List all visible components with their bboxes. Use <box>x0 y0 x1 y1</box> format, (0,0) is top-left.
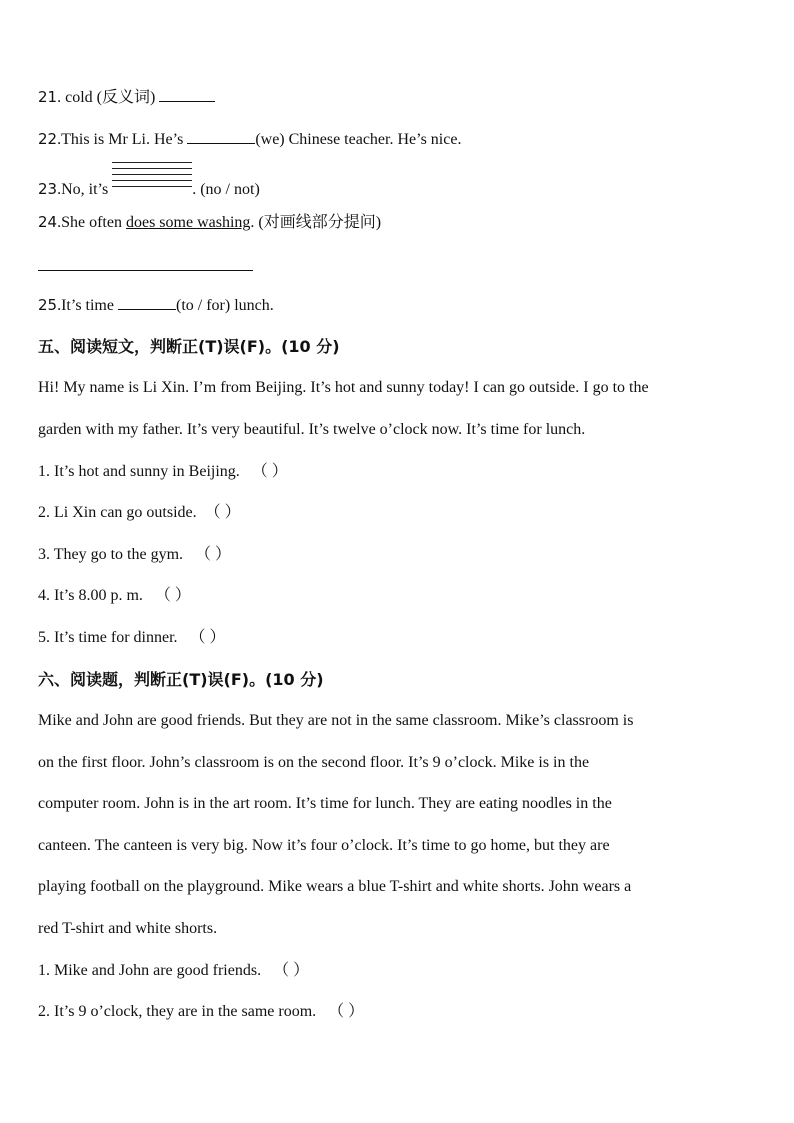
question-23 <box>38 174 260 201</box>
section-5-item-5 <box>38 627 226 649</box>
item-text: 3. They go to the gym. <box>38 546 184 563</box>
answer-parentheses[interactable]: （ ） <box>195 546 232 563</box>
question-text-before: .She often <box>57 214 126 231</box>
item-text: 2. Li Xin can go outside. <box>38 504 197 521</box>
question-25 <box>38 294 274 317</box>
item-text: 1. It’s hot and sunny in Beijing. <box>38 463 240 480</box>
section-6-passage-line: canteen. The canteen is very big. Now it’s four o’clock. It’s time to go home, but they are <box>38 837 610 854</box>
section-6-heading: 六、阅读题，判断正(T)误(F)。(10 分) <box>38 670 324 689</box>
section-6-passage-line: on the first floor. John’s classroom is on the second floor. It’s 9 o’clock. Mike is in the <box>38 754 590 771</box>
question-number: 23 <box>38 180 58 198</box>
item-text: 2. It’s 9 o’clock, they are in the same room. <box>38 1003 317 1020</box>
question-text-after: . (对画线部分提问) <box>250 214 382 231</box>
answer-parentheses[interactable]: （ ） <box>189 629 226 646</box>
question-text-after: (we) Chinese teacher. He’s nice. <box>255 131 462 148</box>
question-text-after: (to / for) lunch. <box>175 297 274 314</box>
section-6-item-1 <box>38 960 309 982</box>
section-6-passage-line: red T-shirt and white shorts. <box>38 920 218 937</box>
item-text: 4. It’s 8.00 p. m. <box>38 587 143 604</box>
question-text-before: .It’s time <box>57 297 118 314</box>
section-5-passage-line: Hi! My name is Li Xin. I’m from Beijing. It’s hot and sunny today! I can go outside. I go to the <box>38 379 649 396</box>
question-22 <box>38 128 461 151</box>
question-number: 22 <box>38 130 58 148</box>
answer-line[interactable] <box>38 270 253 271</box>
question-text-before: .This is Mr Li. He’s <box>57 131 188 148</box>
underlined-phrase: does some washing <box>125 214 251 231</box>
section-5-passage-line: garden with my father. It’s very beautiful. It’s twelve o’clock now. It’s time for lunch. <box>38 421 586 438</box>
question-text: . cold (反义词) <box>57 89 160 106</box>
section-6-passage-line: playing football on the playground. Mike wears a blue T-shirt and white shorts. John wears a <box>38 878 632 895</box>
answer-blank[interactable] <box>118 295 176 310</box>
section-6-passage-line: computer room. John is in the art room. It’s time for lunch. They are eating noodles in the <box>38 795 612 812</box>
answer-blank[interactable] <box>159 87 215 102</box>
question-text-after: . (no / not) <box>192 181 260 198</box>
answer-parentheses[interactable]: （ ） <box>251 463 288 480</box>
item-text: 5. It’s time for dinner. <box>38 629 178 646</box>
section-5-item-2 <box>38 502 241 524</box>
question-24 <box>38 211 381 234</box>
section-6-item-2 <box>38 1001 364 1023</box>
section-5-item-4 <box>38 585 191 607</box>
answer-parentheses[interactable]: （ ） <box>154 587 191 604</box>
section-6-passage-line: Mike and John are good friends. But they are not in the same classroom. Mike’s classroom is <box>38 712 634 729</box>
item-text: 1. Mike and John are good friends. <box>38 962 262 979</box>
answer-blank[interactable] <box>187 129 255 144</box>
answer-parentheses[interactable]: （ ） <box>204 504 241 521</box>
answer-parentheses[interactable]: （ ） <box>273 962 310 979</box>
answer-parentheses[interactable]: （ ） <box>328 1003 365 1020</box>
answer-lines[interactable] <box>112 174 192 196</box>
section-5-item-3 <box>38 544 231 566</box>
question-number: 21 <box>38 88 58 106</box>
question-number: 24 <box>38 213 58 231</box>
section-5-item-1 <box>38 461 288 483</box>
question-21 <box>38 86 215 109</box>
question-number: 25 <box>38 296 58 314</box>
question-text-before: .No, it’s <box>57 181 113 198</box>
section-5-heading: 五、阅读短文，判断正(T)误(F)。(10 分) <box>38 337 340 356</box>
